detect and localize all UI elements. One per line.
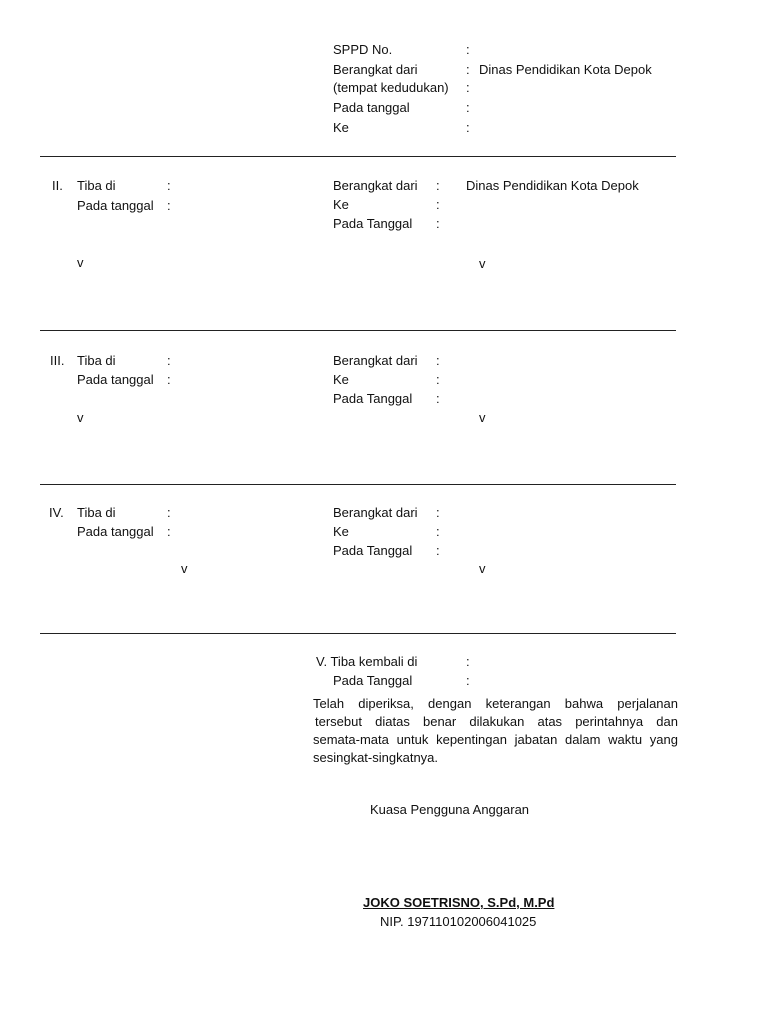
tiba-di-colon: :	[167, 353, 171, 368]
section-numeral: IV.	[49, 505, 64, 520]
berangkat-dari-colon: :	[436, 178, 440, 193]
ke-colon: :	[436, 197, 440, 212]
section-numeral: II.	[52, 178, 63, 193]
signatory-name: JOKO SOETRISNO, S.Pd, M.Pd	[363, 895, 555, 910]
statement-paragraph	[313, 695, 678, 767]
ke-label: Ke	[333, 120, 349, 135]
pada-tanggal-colon: :	[466, 673, 470, 688]
check-mark-left: v	[77, 255, 84, 270]
berangkat-dari-colon: :	[436, 353, 440, 368]
berangkat-dari-colon: :	[466, 62, 470, 77]
pada-tanggal-right-label: Pada Tanggal	[333, 543, 413, 558]
statement-line-3: semata-mata untuk kepentingan jabatan dalam waktu yang	[313, 732, 678, 747]
check-mark-right: v	[479, 410, 486, 425]
pada-tanggal-right-label: Pada Tanggal	[333, 216, 413, 231]
divider-line	[40, 330, 676, 331]
berangkat-dari-label: Berangkat dari	[333, 505, 418, 520]
signatory-nip: NIP. 197110102006041025	[380, 914, 537, 929]
pada-tanggal-colon: :	[466, 100, 470, 115]
pada-tanggal-right-colon: :	[436, 543, 440, 558]
tempat-kedudukan-label: (tempat kedudukan)	[333, 80, 449, 95]
divider-line	[40, 633, 676, 634]
berangkat-dari-value: Dinas Pendidikan Kota Depok	[466, 178, 639, 193]
check-mark-left: v	[181, 561, 188, 576]
pada-tanggal-left-colon: :	[167, 524, 171, 539]
tiba-di-label: Tiba di	[77, 353, 116, 368]
tiba-di-label: Tiba di	[77, 505, 116, 520]
section-numeral: III.	[50, 353, 65, 368]
pada-tanggal-left-label: Pada tanggal	[77, 524, 154, 539]
tiba-kembali-label: V. Tiba kembali di	[316, 654, 418, 669]
statement-line-4: sesingkat-singkatnya.	[313, 750, 439, 765]
sppd-no-label: SPPD No.	[333, 42, 393, 57]
tiba-di-colon: :	[167, 178, 171, 193]
tiba-di-colon: :	[167, 505, 171, 520]
signature-title: Kuasa Pengguna Anggaran	[370, 802, 530, 817]
divider-line	[40, 156, 676, 157]
berangkat-dari-value: Dinas Pendidikan Kota Depok	[479, 62, 652, 77]
pada-tanggal-right-colon: :	[436, 391, 440, 406]
pada-tanggal-right-label: Pada Tanggal	[333, 391, 413, 406]
statement-line-2: tersebut diatas benar dilakukan atas perintahnya dan	[315, 714, 678, 729]
check-mark-left: v	[77, 410, 84, 425]
sppd-no-colon: :	[466, 42, 470, 57]
ke-label: Ke	[333, 197, 349, 212]
pada-tanggal-label: Pada tanggal	[333, 100, 410, 115]
divider-line	[40, 484, 676, 485]
pada-tanggal-left-label: Pada tanggal	[77, 372, 154, 387]
ke-colon: :	[466, 120, 470, 135]
check-mark-right: v	[479, 561, 486, 576]
ke-label: Ke	[333, 524, 349, 539]
ke-label: Ke	[333, 372, 349, 387]
ke-colon: :	[436, 524, 440, 539]
berangkat-dari-colon: :	[436, 505, 440, 520]
pada-tanggal-right-colon: :	[436, 216, 440, 231]
pada-tanggal-left-label: Pada tanggal	[77, 198, 154, 213]
berangkat-dari-label: Berangkat dari	[333, 178, 418, 193]
check-mark-right: v	[479, 256, 486, 271]
tempat-kedudukan-colon: :	[466, 80, 470, 95]
ke-colon: :	[436, 372, 440, 387]
berangkat-dari-label: Berangkat dari	[333, 62, 418, 77]
tiba-di-label: Tiba di	[77, 178, 116, 193]
pada-tanggal-left-colon: :	[167, 372, 171, 387]
statement-line-1: Telah diperiksa, dengan keterangan bahwa perjalanan	[313, 696, 678, 711]
tiba-kembali-colon: :	[466, 654, 470, 669]
pada-tanggal-left-colon: :	[167, 198, 171, 213]
pada-tanggal-label: Pada Tanggal	[333, 673, 413, 688]
berangkat-dari-label: Berangkat dari	[333, 353, 418, 368]
